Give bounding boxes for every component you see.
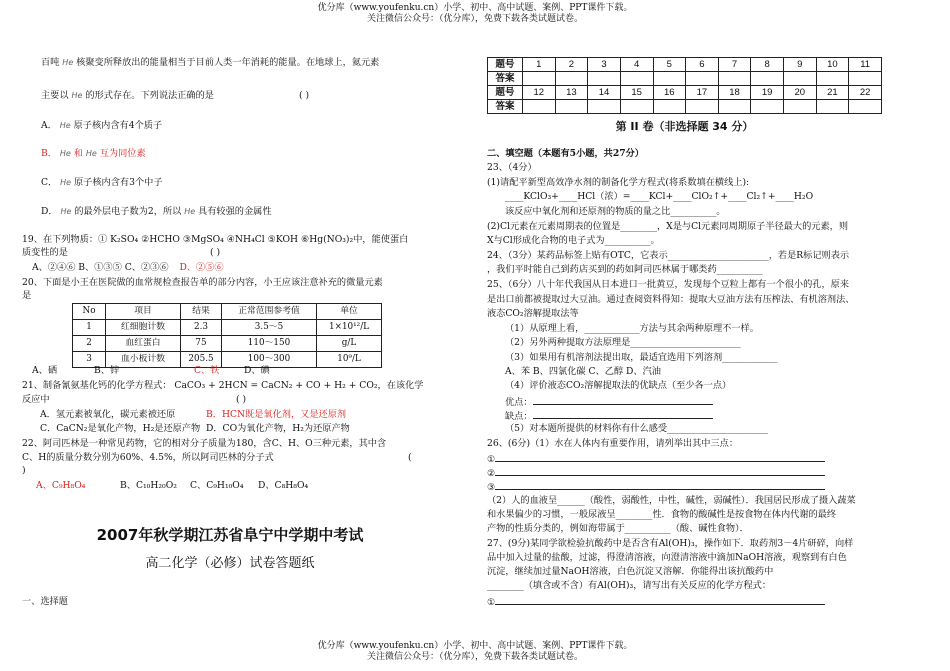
answer-cell[interactable]: [653, 72, 686, 86]
q22-option-d: D、C₈H₈O₄: [258, 480, 309, 491]
table-cell: 205.5: [181, 352, 222, 368]
q18-option-b: [41, 148, 146, 160]
q22-line-2: C、H的质量分数分别为60%、4.5%，所以阿司匹林的分子式: [22, 452, 274, 463]
header-line-2: 关注微信公众号：（优分库），免费下载各类试题试卷。: [366, 14, 583, 25]
page-header: [0, 3, 950, 26]
table-cell: 10⁹/L: [317, 352, 382, 368]
question-number: 12: [523, 86, 556, 100]
he-symbol: He: [62, 58, 74, 67]
q26-item-1[interactable]: [487, 452, 825, 466]
q27-item-1[interactable]: [487, 595, 825, 609]
table-header: 单位: [317, 304, 382, 320]
he-symbol: He: [59, 121, 71, 130]
answer-cell[interactable]: [686, 72, 719, 86]
q25-dis-label: 缺点：: [505, 411, 533, 422]
answer-line[interactable]: [495, 595, 825, 605]
table-cell: 1: [73, 320, 106, 336]
q25-sub-1[interactable]: （1）从原理上看，____________方法与其余两种原理不一样。: [505, 323, 759, 334]
answer-cell[interactable]: [588, 72, 621, 86]
answer-line[interactable]: [495, 452, 825, 462]
q18-text-b: 核聚变所释放出的能量相当于目前人类一年消耗的能量。在地球上，氦元素: [76, 57, 380, 68]
question-number: 15: [620, 86, 653, 100]
q27-num-1: ①: [487, 597, 496, 608]
q21-line-2: 反应中: [22, 394, 50, 405]
opt-text-2: 具有较强的金属性: [198, 206, 272, 217]
q23-part-2a[interactable]: (2)Cl元素在元素周期表的位置是________，X是与Cl元素同周期原子半径最大的元素，则: [487, 221, 849, 232]
q26-part-2a[interactable]: （2）人的血液呈______（酸性，弱酸性，中性，碱性，弱碱性）．我国居民形成了摄入蔬菜: [487, 495, 856, 506]
he-symbol: He: [59, 149, 71, 158]
q19-options-abc: A、②④⑥ B、①③⑤ C、②③⑥: [32, 262, 169, 273]
answer-grid: [487, 57, 882, 114]
q27-line-3: 沉淀，继续加过量NaOH溶液，白色沉淀又溶解．你能得出该抗酸药中: [487, 566, 774, 577]
table-cell: g/L: [317, 336, 382, 352]
table-cell: 110～150: [222, 336, 317, 352]
header-line-1: 优分库（www.youfenku.cn）小学、初中、高中试题、案例、PPT课件下载。: [317, 3, 633, 13]
table-row: [73, 336, 382, 352]
question-number: 7: [718, 58, 751, 72]
answer-cell[interactable]: [816, 100, 849, 114]
exam-title: 2007年秋学期江苏省阜宁中学期中考试: [96, 526, 364, 544]
table-cell: 3.5～5: [222, 320, 317, 336]
q18-option-a: [41, 120, 162, 132]
q19-option-d: D、②⑤⑥: [179, 262, 224, 273]
q22-paren-open: (: [408, 452, 412, 463]
q27-line-1: 27、(9分)某同学欲检验抗酸药中是否含有Al(OH)₃，操作如下．取药剂3－4片研碎，向样: [487, 538, 854, 549]
q24-line-2[interactable]: ，我们平时能自己到药店买到的药如阿司匹林属于哪类药__________: [487, 264, 763, 275]
row-label: 题号: [488, 58, 523, 72]
q25-line-2: 是出口前都被提取过大豆油。通过查阅资料得知：提取大豆油方法有压榨法、有机溶剂法、: [487, 294, 855, 305]
answer-line[interactable]: [533, 395, 713, 405]
q26-part-2b[interactable]: 和水果偏少的习惯，一般尿液呈________性．食物的酸碱性是按食物在体内代谢的最终: [487, 509, 837, 520]
opt-and: 和: [73, 148, 83, 159]
table-cell: 血红蛋白: [106, 336, 181, 352]
table-cell: 血小板计数: [106, 352, 181, 368]
q22-option-a: A、C₉H₈O₄: [36, 480, 86, 491]
answer-cell[interactable]: [653, 100, 686, 114]
q22-option-c: C、C₉H₁₀O₄: [190, 480, 244, 491]
question-number: 11: [849, 58, 882, 72]
answer-cell[interactable]: [523, 100, 556, 114]
q19-options: [32, 262, 224, 274]
answer-row-blanks-1: [488, 72, 882, 86]
opt-label: C．: [41, 177, 58, 188]
answer-cell[interactable]: [751, 100, 784, 114]
q21-option-d: D．CO为氧化产物，H₂为还原产物: [206, 423, 350, 434]
table-row: [73, 320, 382, 336]
q18-option-d: [41, 206, 272, 218]
he-symbol: He: [71, 91, 83, 100]
answer-cell[interactable]: [849, 100, 882, 114]
question-number: 17: [686, 86, 719, 100]
answer-cell[interactable]: [816, 72, 849, 86]
q19-line-2: 质变性的是: [22, 247, 68, 258]
question-number: 6: [686, 58, 719, 72]
exam-subtitle: 高二化学（必修）试卷答题纸: [145, 556, 315, 571]
answer-cell[interactable]: [620, 72, 653, 86]
q22-option-b: B、C₁₀H₂₀O₂: [120, 480, 177, 491]
q25-line-1: 25、（6分）八十年代我国从日本进口一批黄豆，发现每个豆粒上都有一个很小的孔，原来: [487, 279, 850, 290]
question-number: 19: [751, 86, 784, 100]
q23-ratio[interactable]: 该反应中氧化剂和还原剂的物质的量之比__________。: [505, 206, 726, 217]
answer-cell[interactable]: [751, 72, 784, 86]
answer-cell[interactable]: [718, 72, 751, 86]
q21-paren: ( ): [236, 394, 247, 405]
q23-part-2b[interactable]: X与Cl形成化合物的电子式为__________。: [487, 235, 660, 246]
table-cell: 1×10¹²/L: [317, 320, 382, 336]
he-symbol: He: [60, 178, 72, 187]
question-number: 3: [588, 58, 621, 72]
q26-num-3: ③: [487, 482, 496, 493]
answer-cell[interactable]: [555, 100, 588, 114]
q20-option-c: C、铁: [194, 365, 220, 376]
row-label: 答案: [488, 72, 523, 86]
q18-text-d: 的形式存在。下列说法正确的是: [85, 90, 214, 101]
q21-option-b: B．HCN既是氧化剂，又是还原剂: [206, 409, 347, 420]
answer-cell[interactable]: [620, 100, 653, 114]
question-number: 9: [784, 58, 817, 72]
question-number: 8: [751, 58, 784, 72]
opt-text: 原子核内含有4个质子: [73, 120, 163, 131]
table-header: 结果: [181, 304, 222, 320]
table-cell: 3: [73, 352, 106, 368]
q25-sub-2[interactable]: （2）另外两种提取方法原理是________________________: [505, 337, 741, 348]
answer-cell[interactable]: [555, 72, 588, 86]
q25-options: A、苯 B、四氯化碳 C、乙醇 D、汽油: [505, 366, 661, 377]
q20-option-a: A、硒: [32, 365, 58, 376]
q23-heading: 23、（4分）: [487, 162, 537, 173]
part-two-title: 第 II 卷（非选择题 34 分）: [615, 120, 754, 133]
q19-paren: ( ): [210, 247, 221, 258]
q21-line-1: 21、制备氰氨基化钙的化学方程式： CaCO₃ + 2HCN = CaCN₂ + CO + H₂ + CO₂，在该化学: [22, 380, 424, 391]
q20-option-b: B、锌: [94, 365, 120, 376]
table-header: No: [73, 304, 106, 320]
q18-option-c: [41, 177, 163, 189]
q22-paren-close: ): [22, 465, 26, 476]
table-cell: 100～300: [222, 352, 317, 368]
opt-text: 的最外层电子数为2，所以: [74, 206, 182, 217]
q18-line-1: [41, 57, 441, 69]
answer-cell[interactable]: [784, 72, 817, 86]
row-label: 答案: [488, 100, 523, 114]
q22-line-1: 22、阿司匹林是一种常见药物，它的相对分子质量为180，含C、H、O三种元素，其中含: [22, 438, 387, 449]
q25-sub-3[interactable]: （3）如果用有机溶剂法提出取，最适宜选用下列溶剂____________: [505, 352, 778, 363]
footer-line-2: 关注微信公众号：（优分库），免费下载各类试题试卷。: [366, 652, 583, 663]
question-number: 2: [555, 58, 588, 72]
table-cell: 2: [73, 336, 106, 352]
opt-text: 原子核内含有3个中子: [74, 177, 163, 188]
he-symbol: He: [85, 149, 97, 158]
row-label: 题号: [488, 86, 523, 100]
table-cell: 75: [181, 336, 222, 352]
q21-option-c: C．CaCN₂是氧化产物，H₂是还原产物: [40, 423, 201, 434]
table-header: 项目: [106, 304, 181, 320]
question-number: 20: [784, 86, 817, 100]
q26-item-3[interactable]: [487, 480, 825, 494]
q23-part-1: (1)请配平新型高效净水剂的制备化学方程式(将系数填在横线上):: [487, 177, 750, 188]
answer-row-numbers-1: [488, 58, 882, 72]
answer-cell[interactable]: [849, 72, 882, 86]
answer-line[interactable]: [495, 480, 825, 490]
q26-num-1: ①: [487, 454, 496, 465]
q26-heading: 26、(6分)（1）水在人体内有重要作用，请列举出其中三点：: [487, 438, 739, 449]
q26-part-2c[interactable]: 产物的性质分类的，例如海带属于__________（酸、碱性食物）．: [487, 523, 749, 534]
q20-line-2: 是: [22, 290, 32, 301]
question-number: 16: [653, 86, 686, 100]
q25-sub-5[interactable]: （5）对本题所提供的材料你有什么感受______________________: [505, 423, 769, 434]
q20-options: [32, 365, 432, 377]
answer-cell[interactable]: [784, 100, 817, 114]
question-number: 18: [718, 86, 751, 100]
q21-option-a: A．氢元素被氧化，碳元素被还原: [40, 409, 176, 420]
question-number: 21: [816, 86, 849, 100]
question-number: 10: [816, 58, 849, 72]
section-fill-heading: 二、填空题（本题有5小题，共27分）: [487, 148, 644, 159]
opt-label: D．: [41, 206, 58, 217]
table-header-row: [73, 304, 382, 320]
q18-line-2: [41, 90, 441, 102]
blood-report-table: [72, 303, 382, 368]
question-number: 1: [523, 58, 556, 72]
answer-row-numbers-2: [488, 86, 882, 100]
table-cell: 2.3: [181, 320, 222, 336]
q25-disadvantages[interactable]: [505, 409, 713, 423]
q26-item-2[interactable]: [487, 466, 825, 480]
opt-text: 互为同位素: [99, 148, 146, 159]
q26-num-2: ②: [487, 468, 496, 479]
q25-line-3: 液态CO₂溶解提取法等: [487, 308, 579, 319]
opt-label: B．: [41, 148, 57, 159]
table-header: 正常范围参考值: [222, 304, 317, 320]
opt-label: A．: [41, 120, 57, 131]
q25-adv-label: 优点：: [505, 397, 533, 408]
q19-line-1: 19、在下列物质：① K₂SO₄ ②HCHO ③MgSO₄ ④NH₄Cl ⑤KOH ⑥Hg(NO₃)₂中，能使蛋白: [22, 234, 409, 245]
q25-sub-4: （4）评价液态CO₂溶解提取法的优缺点（至少各一点）: [505, 380, 732, 391]
q18-text-a: 百吨: [41, 57, 60, 68]
answer-row-blanks-2: [488, 100, 882, 114]
q25-advantages[interactable]: [505, 395, 713, 409]
question-number: 4: [620, 58, 653, 72]
q18-paren: ( ): [299, 90, 310, 101]
q20-line-1: 20、下面是小王在医院做的血常规检查报告单的部分内容，小王应该注意补充的微量元素: [22, 277, 383, 288]
q27-line-2: 品中加入过量的盐酸，过滤，得澄清溶液，向澄清溶液中滴加NaOH溶液，观察到有白色: [487, 552, 847, 563]
question-number: 13: [555, 86, 588, 100]
q20-option-d: D、碘: [244, 365, 270, 376]
answer-cell[interactable]: [686, 100, 719, 114]
answer-cell[interactable]: [718, 100, 751, 114]
q18-text-c: 主要以: [41, 90, 69, 101]
answer-cell[interactable]: [588, 100, 621, 114]
q23-equation[interactable]: ____KClO₃+____HCl（浓）=____KCl+____ClO₂↑+____Cl₂↑+____H₂O: [505, 191, 814, 202]
footer-line-1: 优分库（www.youfenku.cn）小学、初中、高中试题、案例、PPT课件下载。: [317, 641, 633, 651]
answer-line[interactable]: [495, 466, 825, 476]
answer-cell[interactable]: [523, 72, 556, 86]
q24-line-1[interactable]: 24、（3分）某药品标签上贴有OTC，它表示______________________，若是R标记则表示: [487, 250, 850, 261]
section-choice-heading: 一、选择题: [22, 596, 68, 607]
question-number: 5: [653, 58, 686, 72]
q27-line-4[interactable]: ________（填含或不含）有Al(OH)₃，请写出有关反应的化学方程式：: [487, 580, 772, 591]
question-number: 22: [849, 86, 882, 100]
answer-line[interactable]: [533, 409, 713, 419]
he-symbol: He: [184, 207, 196, 216]
he-symbol: He: [60, 207, 72, 216]
table-cell: 红细胞计数: [106, 320, 181, 336]
question-number: 14: [588, 86, 621, 100]
page-footer: [0, 641, 950, 664]
